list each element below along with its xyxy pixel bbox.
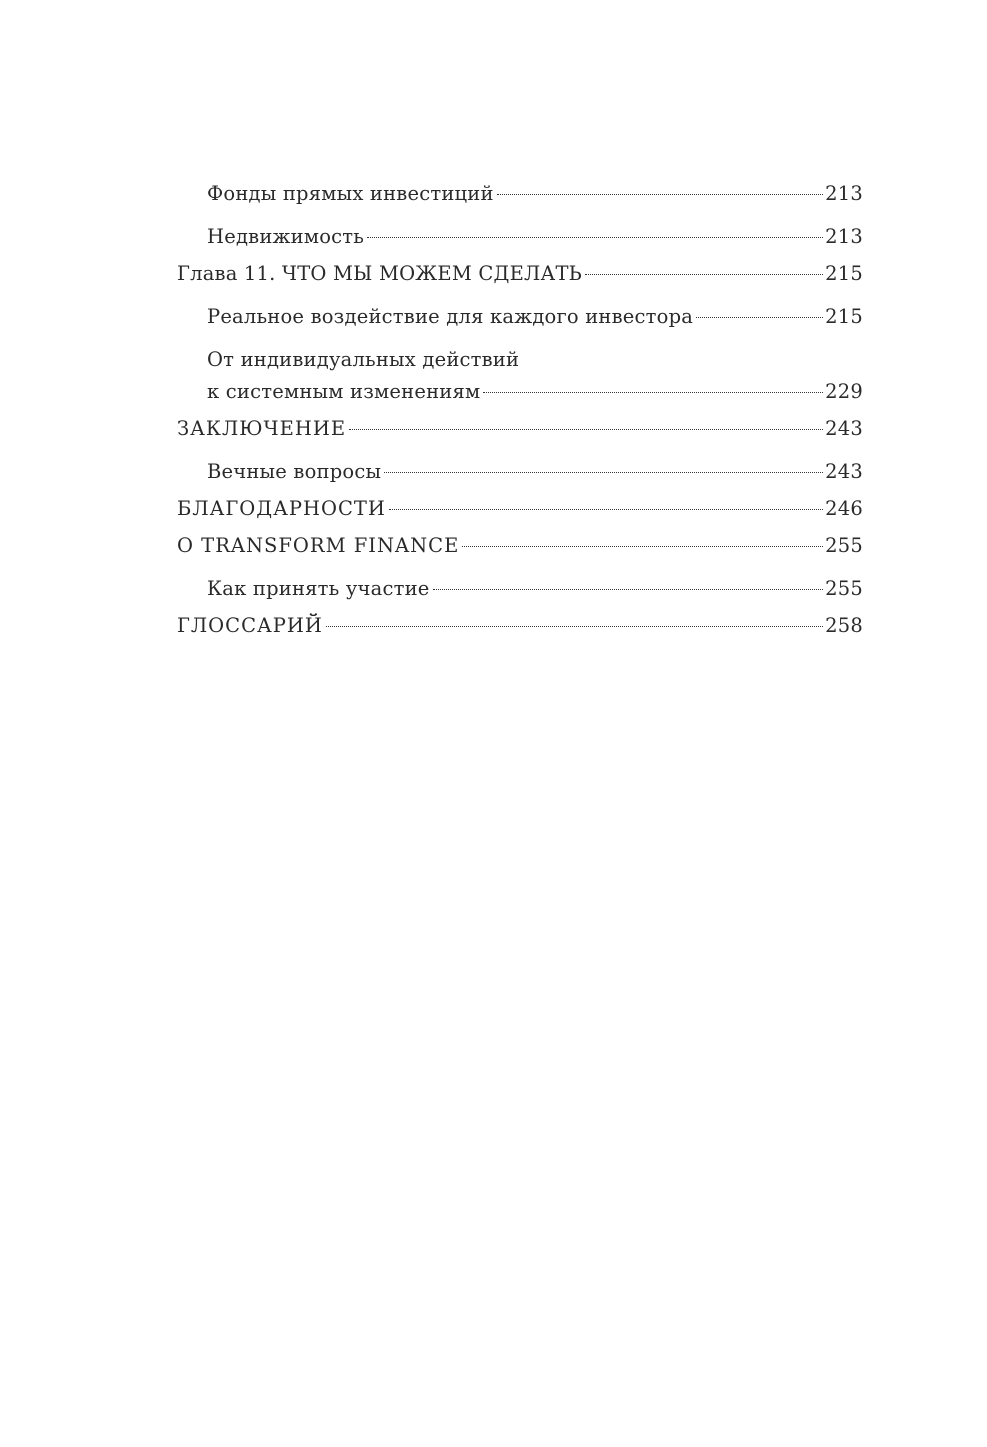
- dot-leader: [483, 392, 823, 393]
- toc-entry-title: Реальное воздействие для каждого инвестора: [207, 305, 694, 328]
- toc-entry-title: Вечные вопросы: [207, 460, 382, 483]
- toc-entry-title-line1: От индивидуальных действий: [207, 348, 520, 371]
- dot-leader: [326, 626, 823, 627]
- toc-entry-page: 243: [825, 417, 863, 440]
- toc-entry-page: 215: [825, 305, 863, 328]
- toc-entry-page: 215: [825, 262, 863, 285]
- toc-entry-title: Фонды прямых инвестиций: [207, 182, 494, 205]
- dot-leader: [433, 589, 824, 590]
- toc-entry[interactable]: [177, 456, 863, 488]
- toc-section-entry[interactable]: [177, 413, 863, 445]
- toc-entry-page: 255: [825, 534, 863, 557]
- dot-leader: [367, 237, 823, 238]
- dot-leader: [462, 546, 823, 547]
- toc-entry[interactable]: [177, 301, 863, 333]
- toc-entry[interactable]: [177, 573, 863, 605]
- toc-entry-page: 258: [825, 614, 863, 637]
- toc-entry-title: ЗАКЛЮЧЕНИЕ: [177, 417, 347, 440]
- toc-entry-title: Глава 11. ЧТО МЫ МОЖЕМ СДЕЛАТЬ: [177, 262, 583, 285]
- dot-leader: [384, 472, 823, 473]
- toc-entry-title-line2: к системным изменениям: [207, 380, 481, 403]
- toc-entry-title: Как принять участие: [207, 577, 430, 600]
- toc-entry[interactable]: [177, 221, 863, 253]
- toc-entry[interactable]: [177, 178, 863, 210]
- toc-section-entry[interactable]: [177, 530, 863, 562]
- toc-entry-page: 213: [825, 182, 863, 205]
- toc-entry-title: ГЛОССАРИЙ: [177, 614, 323, 637]
- dot-leader: [389, 509, 823, 510]
- dot-leader: [585, 274, 823, 275]
- toc-entry-page: 246: [825, 497, 863, 520]
- toc-entry-last-line: [207, 376, 863, 408]
- toc-entry-page: 213: [825, 225, 863, 248]
- toc-entry-page: 229: [825, 380, 863, 403]
- toc-section-entry[interactable]: [177, 610, 863, 642]
- dot-leader: [349, 429, 823, 430]
- toc-entry-title: Недвижимость: [207, 225, 365, 248]
- toc-chapter-entry[interactable]: [177, 258, 863, 290]
- dot-leader: [497, 194, 824, 195]
- toc-entry-page: 243: [825, 460, 863, 483]
- table-of-contents: [177, 178, 863, 642]
- toc-entry-page: 255: [825, 577, 863, 600]
- toc-entry-title: БЛАГОДАРНОСТИ: [177, 497, 386, 520]
- toc-entry[interactable]: [177, 344, 863, 408]
- dot-leader: [696, 317, 823, 318]
- toc-entry-title: О TRANSFORM FINANCE: [177, 534, 460, 557]
- toc-section-entry[interactable]: [177, 493, 863, 525]
